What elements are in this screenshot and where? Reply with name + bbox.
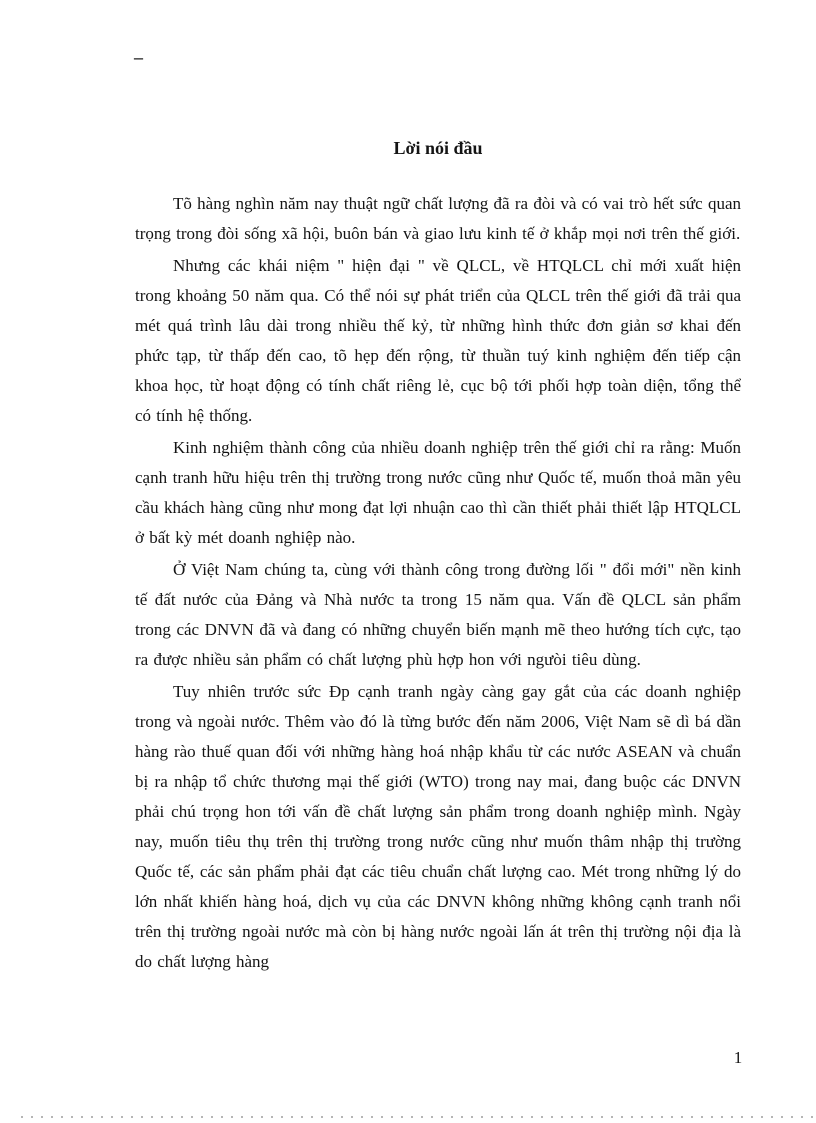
paragraph-4: Ở Việt Nam chúng ta, cùng với thành công trong đường lối " đổi mới" nền kinh tế đất nước của Đảng và Nhà nước ta trong 15 năm qua. Vấn đề QLCL sản phẩm trong các DNVN đã và đang có những chuyển biến mạnh mẽ theo hướng tích cực, tạo ra được nhiều sản phẩm có chất lượng phù hợp hon với ngưòi tiêu dùng.: [135, 560, 741, 669]
page-bottom-dotted-divider: [21, 1116, 816, 1118]
paragraph-3: Kinh nghiệm thành công của nhiều doanh nghiệp trên thế giới chỉ ra rằng: Muốn cạnh tranh hữu hiệu trên thị trường trong nước cũng như Quốc tế, muốn thoả mãn yêu cầu khách hàng cũng như mong đạt lợi nhuận cao thì cần thiết phải thiết lập HTQLCL ở bất kỳ mét doanh nghiệp nào.: [135, 438, 741, 547]
paragraph-5: Tuy nhiên trước sức Đp cạnh tranh ngày càng gay gắt của các doanh nghiệp trong và ngoài nước. Thêm vào đó là từng bước đến năm 2006, Việt Nam sẽ dì bá dần hàng rào thuế quan đối với những hàng hoá nhập khẩu từ các nước ASEAN và chuẩn bị ra nhập tổ chức thương mại thế giới (WTO) trong nay mai, đang buộc các DNVN phải chú trọng hon tới vấn đề chất lượng sản phẩm trong doanh nghiệp mình. Ngày nay, muốn tiêu thụ trên thị trường trong nước cũng như muốn thâm nhập thị trường Quốc tế, các sản phẩm phải đạt các tiêu chuẩn chất lượng cao. Mét trong những lý do lớn nhất khiến hàng hoá, dịch vụ của các DNVN không những không cạnh tranh nổi trên thị trường ngoài nước mà còn bị hàng nước ngoài lấn át trên thị trường nội địa là do chất lượng hàng: [135, 682, 741, 971]
page-number: 1: [733, 1048, 743, 1067]
paragraph-2: Nhưng các khái niệm " hiện đại " về QLCL, về HTQLCL chỉ mới xuất hiện trong khoảng 50 năm qua. Có thể nói sự phát triển của QLCL trên thế giới đã trải qua mét quá trình lâu dài trong nhiều thế kỷ, từ những hình thức đơn giản sơ khai đến phức tạp, từ thấp đến cao, tõ hẹp đến rộng, từ thuần tuý kinh nghiệm đến tiếp cận khoa học, từ hoạt động có tính chất riêng lẻ, cục bộ tới phối hợp toàn diện, tổng thể có tính hệ thống.: [135, 256, 741, 425]
stray-dash-mark: –: [134, 47, 143, 67]
document-body: [135, 133, 741, 979]
page-title: Lời nói đầu: [393, 138, 483, 158]
paragraph-1: Tõ hàng nghìn năm nay thuật ngữ chất lượng đã ra đòi và có vai trò hết sức quan trọng trong đòi sống xã hội, buôn bán và giao lưu kinh tế ở khắp mọi nơi trên thế giới.: [135, 194, 741, 243]
